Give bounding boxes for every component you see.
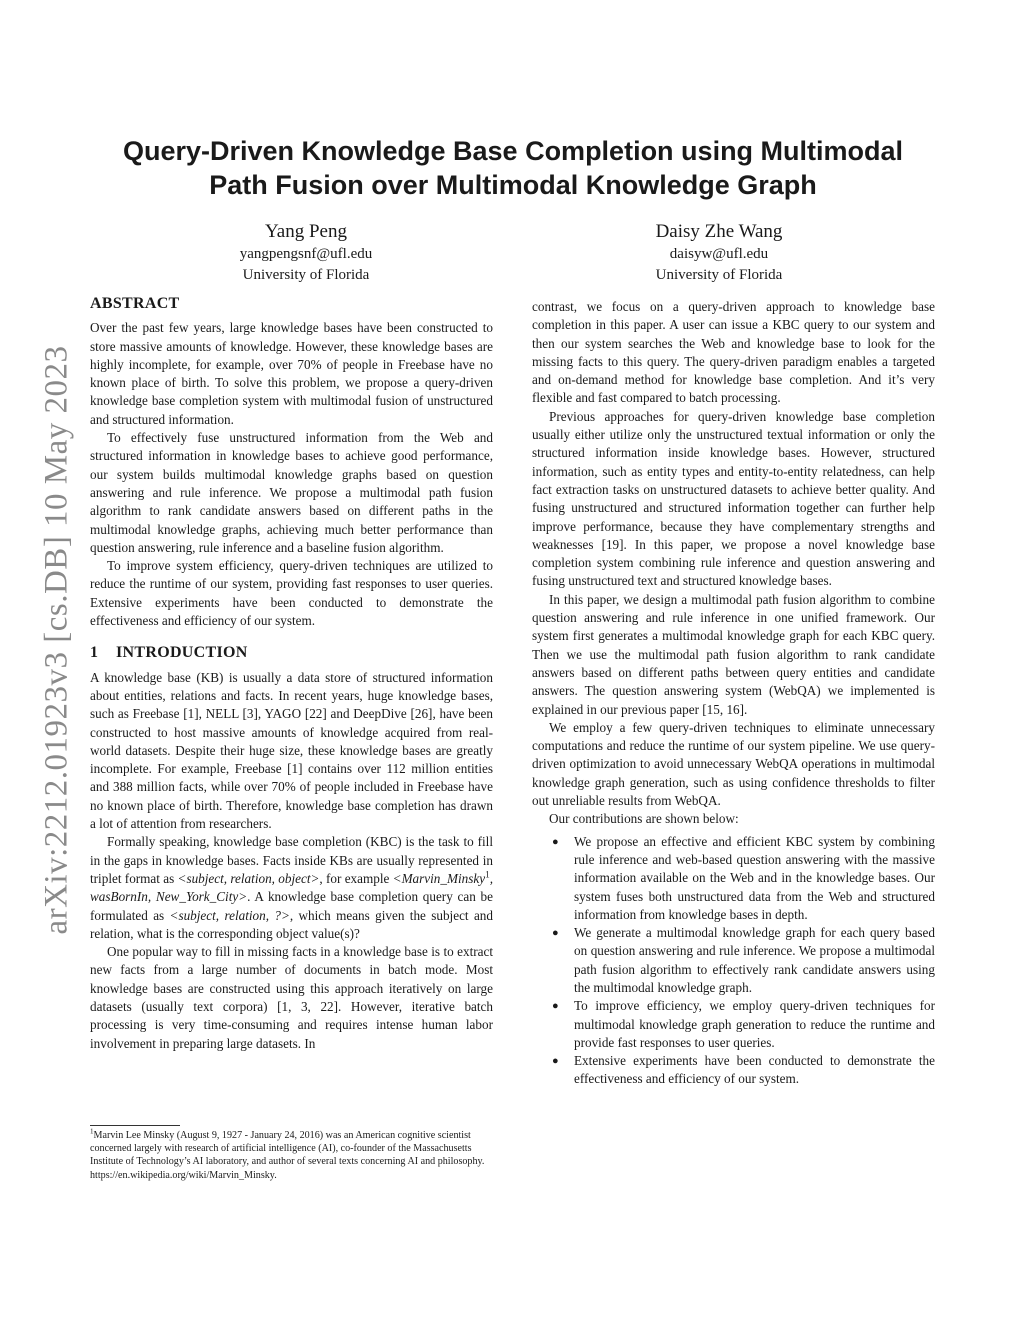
footnote-text: Marvin Lee Minsky (August 9, 1927 - January 24, 2016) was an American cognitive scientist concerned largely with research of artificial intelligence (AI), co-founder of the Massachusetts Institute of Technology’s AI laboratory, and author of several texts concerning AI and philosophy. https://en.wikipedia.org/wiki/Marvin_Minsky. xyxy=(90,1130,485,1181)
list-item-text: To improve efficiency, we employ query-driven techniques for multimodal knowledge graph generation to reduce the runtime and provide fast responses to user queries. xyxy=(574,998,935,1050)
list-item xyxy=(532,924,935,997)
arxiv-identifier-stamp: arXiv:2212.01923v3 [cs.DB] 10 May 2023 xyxy=(38,345,75,935)
author-name: Daisy Zhe Wang xyxy=(655,221,783,242)
text-run: , which means given the subject and relation, what is the corresponding object value(s)? xyxy=(90,907,493,941)
author-email[interactable]: yangpengsnf@ufl.edu xyxy=(239,246,373,262)
body-paragraph: We employ a few query-driven techniques to eliminate unnecessary computations and reduce the runtime of our system pipeline. We use query-driven optimization to avoid unnecessary WebQA operations in multimodal knowledge graph generation, such as using confidence thresholds to filter out unreliable results from WebQA. xyxy=(532,719,935,809)
paper-title: Query-Driven Knowledge Base Completion using Multimodal Path Fusion over Multimodal Knowledge Graph xyxy=(122,136,904,200)
right-column xyxy=(532,298,935,1089)
abstract-paragraph: To effectively fuse unstructured information from the Web and structured information in knowledge bases to achieve good performance, our system builds multimodal knowledge graphs based on question answering and rule inference. We propose a multimodal path fusion algorithm to rank candidate answers based on different paths in the multimodal knowledge graphs, achieving much better performance than question answering, rule inference and a baseline fusion algorithm. xyxy=(90,430,493,555)
author-email[interactable]: daisyw@ufl.edu xyxy=(669,246,769,262)
author-block-2 xyxy=(569,220,869,286)
text-run: , for example xyxy=(319,870,393,886)
list-item xyxy=(532,1052,935,1089)
body-paragraph: contrast, we focus on a query-driven approach to knowledge base completion in this paper. A user can issue a KBC query to our system and then our system searches the Web and knowledge base to look for the missing facts to this query. The query-driven paradigm enables a targeted and on-demand method for knowledge base completion. And it’s very flexible and fast compared to batch processing. xyxy=(532,299,935,406)
abstract-heading: ABSTRACT xyxy=(90,295,180,312)
triplet-format: <subject, relation, object> xyxy=(177,870,320,886)
section-title: INTRODUCTION xyxy=(116,644,248,662)
footnote-number: 1 xyxy=(90,1127,94,1136)
body-paragraph: One popular way to fill in missing facts in a knowledge base is to extract new facts from a large number of documents in batch mode. Most knowledge bases are constructed using this approach iteratively on large datasets (usually text corpora) [1, 3, 22]. However, iterative batch processing is very time-consuming and requires intense human labor involvement in preparing large datasets. In xyxy=(90,944,493,1051)
bullet-icon: ● xyxy=(552,1000,559,1013)
body-paragraph xyxy=(90,833,493,943)
footnote-divider xyxy=(90,1125,180,1126)
footnote xyxy=(90,1129,493,1182)
list-item-text: Extensive experiments have been conducted to demonstrate the effectiveness and efficiency of our system. xyxy=(574,1053,935,1087)
bullet-icon: ● xyxy=(552,1055,559,1068)
list-item xyxy=(532,833,935,924)
body-paragraph: Our contributions are shown below: xyxy=(549,811,739,827)
body-paragraph: A knowledge base (KB) is usually a data store of structured information about entities, relations and facts. In recent years, huge knowledge bases, such as Freebase [1], NELL [3], YAGO [22] and DeepDive [26], have been constructed to host massive amounts of knowledge acquired from real-world datasets. Despite their huge size, these knowledge bases are greatly incomplete. For example, Freebase [1] contains over 112 million entities and 388 million facts, while over 70% of people included in Freebase have no known place of birth. Therefore, knowledge base completion has drawn a lot of attention from researchers. xyxy=(90,669,493,832)
triplet-example-rest: , wasBornIn, New_York_City> xyxy=(90,870,493,905)
abstract-paragraph: To improve system efficiency, query-driven techniques are utilized to reduce the runtime of our system, providing fast responses to user queries. Extensive experiments have been conducted to demonstrate the effectiveness and efficiency of our system. xyxy=(90,558,493,629)
author-affiliation: University of Florida xyxy=(655,267,783,283)
triplet-example: <Marvin_Minsky xyxy=(392,870,486,886)
bullet-icon: ● xyxy=(552,927,559,940)
text-run: Formally speaking, knowledge base completion (KBC) is the task to fill in the gaps in knowledge bases. Facts inside KBs are usually represented in triplet format as xyxy=(90,834,493,886)
abstract-paragraph: Over the past few years, large knowledge bases have been constructed to store massive amounts of knowledge. However, these knowledge bases are highly incomplete, for example, over 70% of people in Freebase have no known place of birth. To solve this problem, we propose a query-driven knowledge base completion system with multimodal fusion of unstructured and structured information. xyxy=(90,320,493,427)
query-format: <subject, relation, ?> xyxy=(169,907,290,923)
footnote-mark[interactable]: 1 xyxy=(485,869,490,880)
bullet-icon: ● xyxy=(552,835,559,848)
introduction-heading xyxy=(90,644,493,662)
author-block-1 xyxy=(156,220,456,286)
section-number: 1 xyxy=(90,644,99,662)
list-item xyxy=(532,997,935,1052)
text-run: . A knowledge base completion query can be formulated as xyxy=(90,889,494,923)
left-column xyxy=(90,295,493,1053)
body-paragraph: In this paper, we design a multimodal path fusion algorithm to combine question answering and rule inference in one unified framework. Our system first generates a multimodal knowledge graph for each KBC query. Then we use the multimodal path fusion algorithm to rank candidate answers based on different paths between query entities and candidate answers. The question answering system (WebQA) we implemented is explained in our previous paper [15, 16]. xyxy=(532,591,935,717)
list-item-text: We generate a multimodal knowledge graph for each query based on question answering and rule inference. We propose a multimodal path fusion algorithm to effectively rank candidate answers using the multimodal knowledge graph. xyxy=(574,925,935,995)
author-name: Yang Peng xyxy=(264,221,347,242)
body-paragraph: Previous approaches for query-driven knowledge base completion usually either utilize only the unstructured textual information or only the structured information inside knowledge bases. However, structured information, such as entity types and entity-to-entity relatedness, can help fact extraction tasks on unstructured datasets to achieve better quality. And fusing unstructured and structured information together can further help improve performance, because they have complementary strengths and weaknesses [19]. In this paper, we propose a novel knowledge base completion system combining rule inference and question answering and fusing unstructured text and structured knowledge bases. xyxy=(532,408,935,589)
author-affiliation: University of Florida xyxy=(242,267,370,283)
contributions-list xyxy=(532,833,935,1089)
list-item-text: We propose an effective and efficient KBC system by combining rule inference and web-based question answering with the massive information available on the Web and in the knowledge bases. Our system fuses both unstructured data from the Web and structured information from knowledge bases in depth. xyxy=(574,833,935,922)
